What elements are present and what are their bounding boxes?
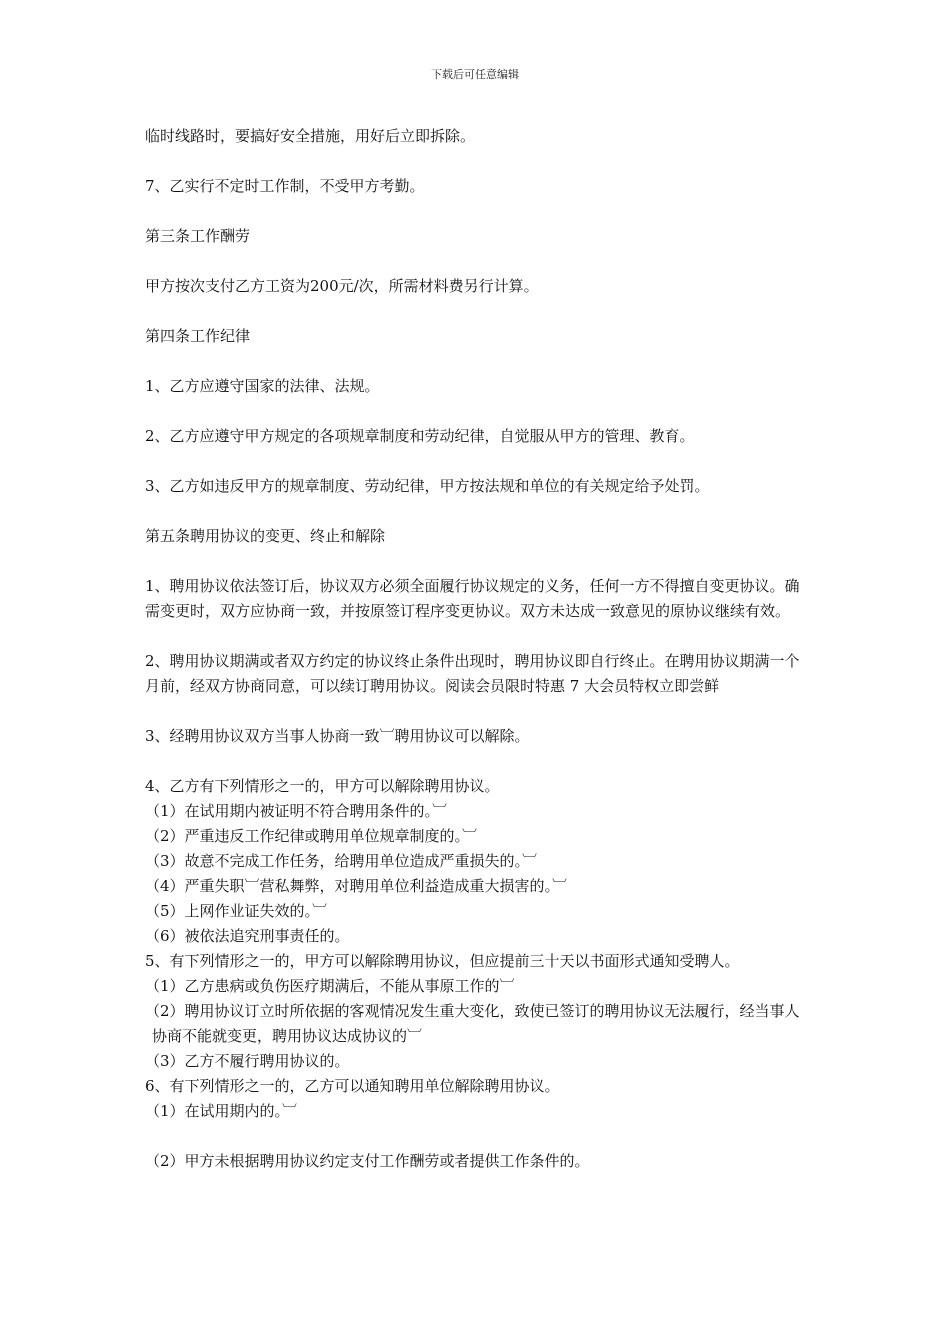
list-item: 4、乙方有下列情形之一的，甲方可以解除聘用协议。	[145, 777, 500, 795]
list-item: 6、有下列情形之一的，乙方可以通知聘用单位解除聘用协议。	[145, 1077, 560, 1095]
termination-list	[145, 774, 811, 1124]
list-item: 5、有下列情形之一的，甲方可以解除聘用协议，但应提前三十天以书面形式通知受聘人。	[145, 952, 740, 970]
paragraph: 7、乙实行不定时工作制，不受甲方考勤。	[145, 177, 425, 195]
paragraph: 1、聘用协议依法签订后，协议双方必须全面履行协议规定的义务，任何一方不得擅自变更协议。确需变更时，双方应协商一致，并按原签订程序变更协议。双方未达成一致意见的原协议继续有效。	[145, 577, 800, 620]
paragraph: （2）甲方未根据聘用协议约定支付工作酬劳或者提供工作条件的。	[145, 1152, 590, 1170]
list-item: （1）在试用期内的。︺	[145, 1102, 298, 1120]
paragraph: 1、乙方应遵守国家的法律、法规。	[145, 377, 380, 395]
list-item: （4）严重失职︺营私舞弊，对聘用单位利益造成重大损害的。︺	[145, 877, 568, 895]
paragraph: 临时线路时，要搞好安全措施，用好后立即拆除。	[145, 127, 476, 145]
paragraph: 3、乙方如违反甲方的规章制度、劳动纪律，甲方按法规和单位的有关规定给予处罚。	[145, 477, 710, 495]
list-item: （1）在试用期内被证明不符合聘用条件的。︺	[145, 802, 448, 820]
list-item: （2）聘用协议订立时所依据的客观情况发生重大变化，致使已签订的聘用协议无法履行，经当事人协商不能就变更，聘用协议达成协议的︺	[145, 1002, 800, 1045]
section-heading: 第四条工作纪律	[145, 327, 251, 345]
list-item: （5）上网作业证失效的。︺	[145, 902, 328, 920]
list-item: （6）被依法追究刑事责任的。	[145, 927, 350, 945]
list-item: （1）乙方患病或负伤医疗期满后，不能从事原工作的︺	[145, 977, 515, 995]
document-body	[145, 124, 811, 1174]
list-item: （2）严重违反工作纪律或聘用单位规章制度的。︺	[145, 827, 478, 845]
page-header: 下载后可任意编辑	[431, 68, 519, 81]
paragraph: 2、聘用协议期满或者双方约定的协议终止条件出现时，聘用协议即自行终止。在聘用协议期满一个月前，经双方协商同意，可以续订聘用协议。阅读会员限时特惠 7 大会员特权立即尝鲜	[145, 652, 800, 695]
paragraph: 甲方按次支付乙方工资为200元/次，所需材料费另行计算。	[145, 277, 539, 295]
list-item: （3）故意不完成工作任务，给聘用单位造成严重损失的。︺	[145, 852, 538, 870]
section-heading: 第三条工作酬劳	[145, 227, 251, 245]
list-item: （3）乙方不履行聘用协议的。	[145, 1052, 350, 1070]
paragraph: 2、乙方应遵守甲方规定的各项规章制度和劳动纪律，自觉服从甲方的管理、教育。	[145, 427, 695, 445]
section-heading: 第五条聘用协议的变更、终止和解除	[145, 527, 386, 545]
paragraph: 3、经聘用协议双方当事人协商一致︺聘用协议可以解除。	[145, 727, 530, 745]
